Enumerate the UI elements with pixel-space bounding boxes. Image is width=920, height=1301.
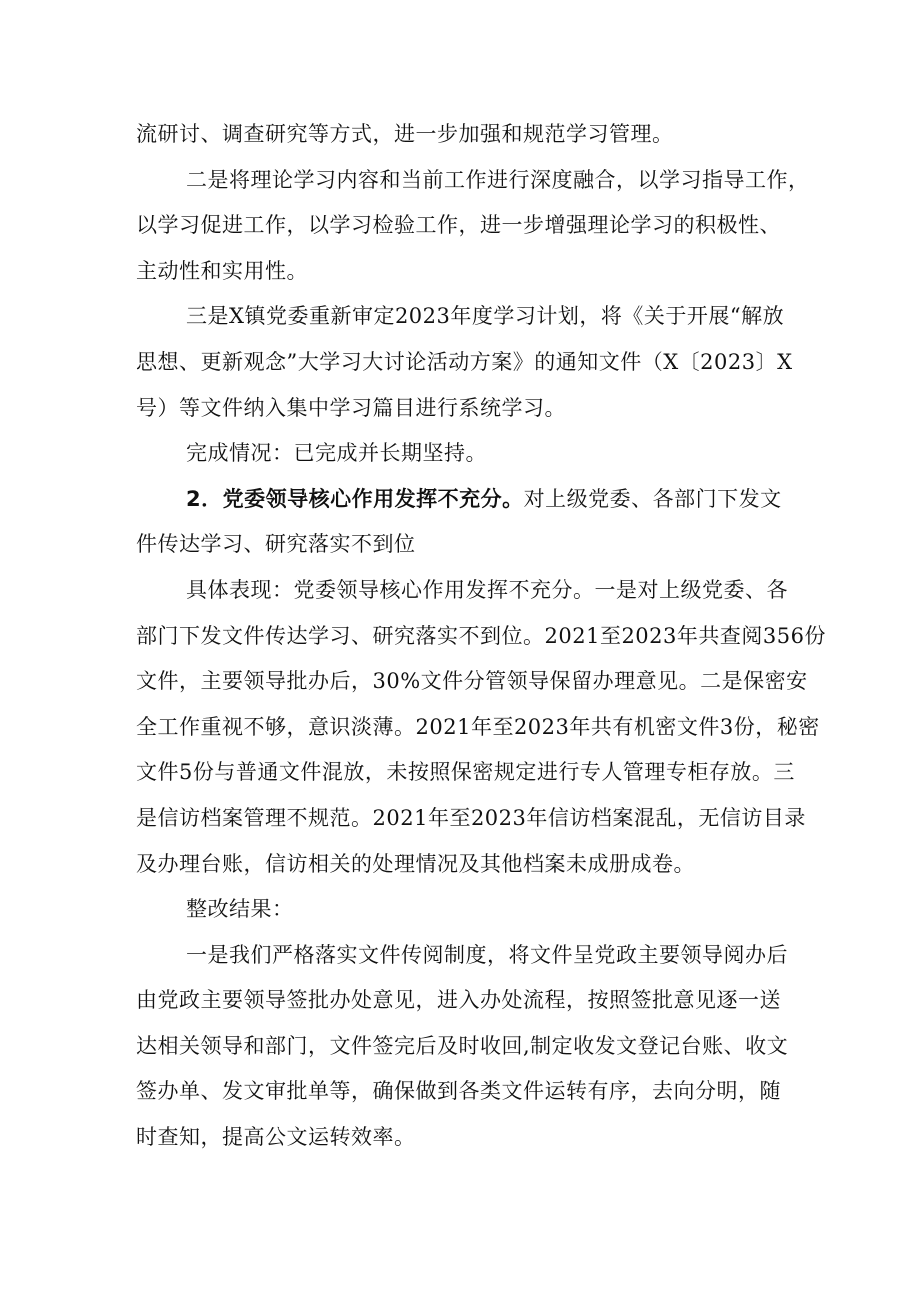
text-line: 文件5份与普通文件混放，未按照保密规定进行专人管理专柜存放。三 (136, 760, 795, 785)
text-line: 签办单、发文审批单等，确保做到各类文件运转有序，去向分明，随 (136, 1079, 781, 1104)
text-line: 流研讨、调查研究等方式，进一步加强和规范学习管理。 (136, 122, 674, 146)
text-line: 件传达学习、研究落实不到位 (136, 532, 416, 557)
section-heading-text: 对上级党委、各部门下发文 (523, 486, 782, 511)
text-line: 由党政主要领导签批办处意见，进入办处流程，按照签批意见逐一送 (136, 988, 781, 1013)
text-line: 完成情况：已完成并长期坚持。 (186, 441, 487, 466)
text-line: 以学习促进工作，以学习检验工作，进一步增强理论学习的积极性、 (136, 213, 781, 238)
text-line: 部门下发文件传达学习、研究落实不到位。2021至2023年共查阅356份 (136, 623, 826, 648)
section-heading-line (136, 477, 796, 523)
text-line: 号）等文件纳入集中学习篇目进行系统学习。 (136, 395, 566, 420)
text-line: 是信访档案管理不规范。2021年至2023年信访档案混乱，无信访目录 (136, 805, 806, 830)
text-line: 思想、更新观念”大学习大讨论活动方案》的通知文件（X〔2023〕X (136, 349, 793, 374)
section-heading: 2．党委领导核心作用发挥不充分。 (186, 486, 524, 511)
text-line: 主动性和实用性。 (136, 258, 308, 283)
document-body (136, 112, 826, 1161)
text-line: 文件，主要领导批办后，30%文件分管领导保留办理意见。二是保密安 (136, 669, 808, 694)
text-line: 全工作重视不够，意识淡薄。2021年至2023年共有机密文件3份，秘密 (136, 714, 820, 739)
text-line: 三是X镇党委重新审定2023年度学习计划，将《关于开展“解放 (186, 304, 785, 329)
text-line: 具体表现：党委领导核心作用发挥不充分。一是对上级党委、各 (186, 577, 788, 602)
text-line: 时查知，提高公文运转效率。 (136, 1125, 416, 1150)
text-line: 一是我们严格落实文件传阅制度，将文件呈党政主要领导阅办后 (186, 942, 788, 967)
text-line: 整改结果： (186, 897, 294, 922)
text-line: 达相关领导和部门，文件签完后及时收回,制定收发文登记台账、收文 (136, 1033, 789, 1058)
text-line: 及办理台账，信访相关的处理情况及其他档案未成册成卷。 (136, 851, 695, 876)
text-line: 二是将理论学习内容和当前工作进行深度融合，以学习指导工作， (186, 167, 810, 192)
